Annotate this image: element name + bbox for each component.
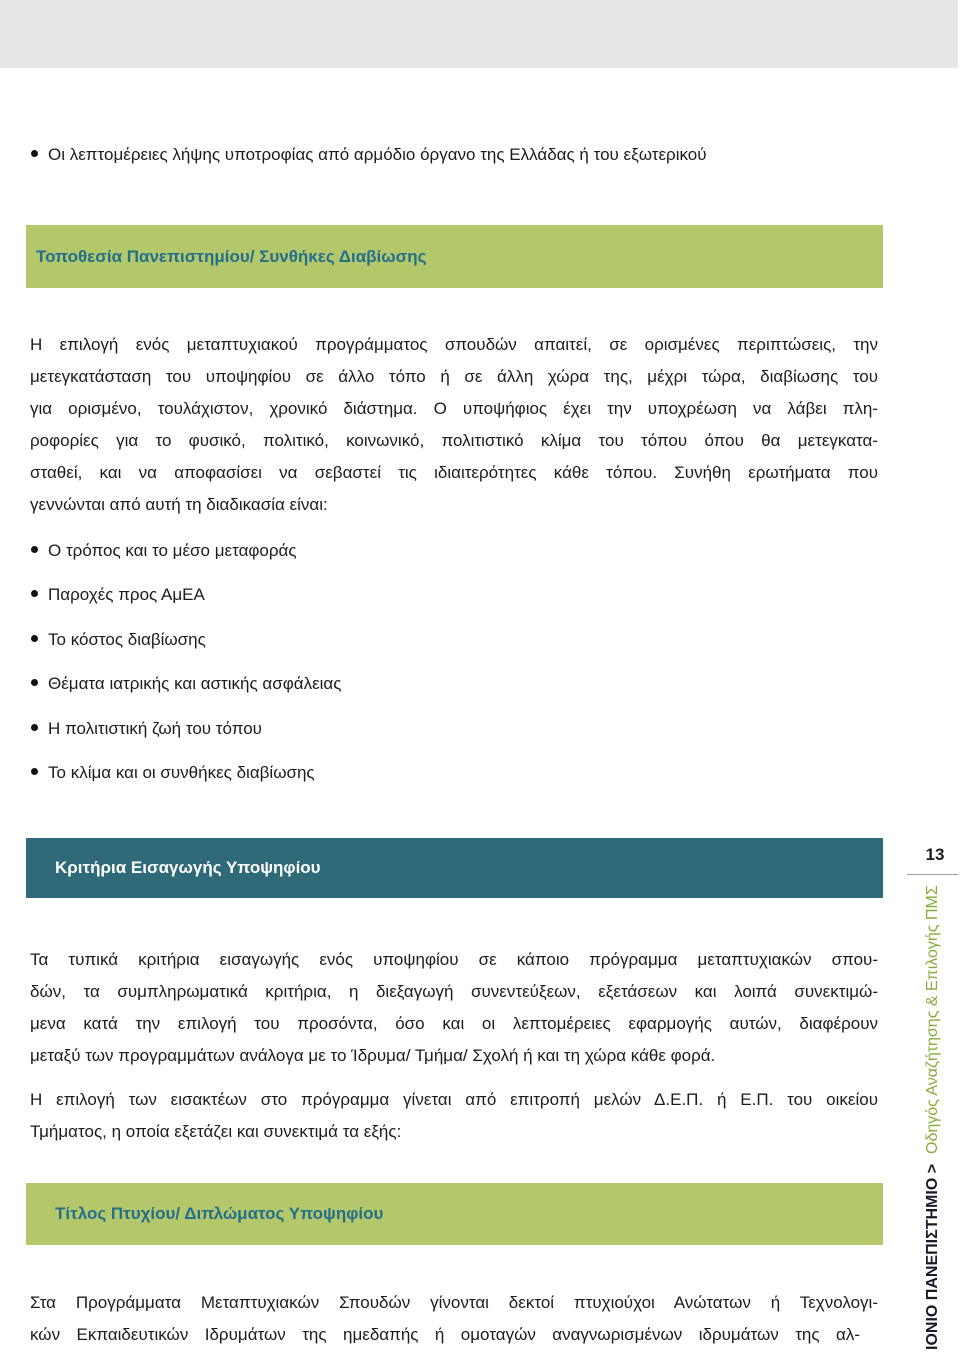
bullet-icon: [31, 768, 38, 775]
list-item: [31, 707, 341, 751]
list-item-text: Θέματα ιατρικής και αστικής ασφάλειας: [48, 674, 342, 694]
list-item: [31, 618, 341, 662]
bullet-icon: [31, 679, 38, 686]
running-header-guide-title: Οδηγός Αναζήτησης & Επιλογής ΠΜΣ: [924, 885, 941, 1155]
degree-section-heading-band: [26, 1183, 883, 1245]
paragraph-line: ροφορίες για το φυσικό, πολιτικό, κοινωνικό, πολιτιστικό κλίμα του τόπου όπου θα μετεγκατα-: [30, 431, 878, 450]
list-item-text: Το κλίμα και οι συνθήκες διαβίωσης: [48, 762, 315, 782]
scholarship-bullet-item: [31, 133, 707, 177]
bullet-icon: [31, 635, 38, 642]
bullet-icon: [31, 546, 38, 553]
paragraph-line: Η επιλογή των εισακτέων στο πρόγραμμα γίνεται από επιτροπή μελών Δ.Ε.Π. ή Ε.Π. του οικείου: [30, 1090, 878, 1109]
admission-paragraph-2: [30, 1084, 878, 1148]
admission-section-heading: Κριτήρια Εισαγωγής Υποψηφίου: [55, 858, 321, 877]
paragraph-line: Η επιλογή ενός μεταπτυχιακού προγράμματος σπουδών απαιτεί, σε ορισμένες περιπτώσεις, την: [30, 335, 878, 354]
location-section-heading-band: [26, 225, 883, 288]
paragraph-line: Τα τυπικά κριτήρια εισαγωγής ενός υποψηφίου σε κάποιο πρόγραμμα μεταπτυχιακών σπου-: [30, 950, 878, 969]
paragraph-line: μεταξύ των προγραμμάτων ανάλογα με το Ίδρυμα/ Τμήμα/ Σχολή ή και τη χώρα κάθε φορά.: [30, 1046, 716, 1065]
running-header-vertical: [922, 882, 944, 1350]
bullet-icon: [31, 590, 38, 597]
top-gray-band: [0, 0, 958, 68]
admission-paragraph-1: [30, 944, 878, 1072]
paragraph-line: κών Εκπαιδευτικών Ιδρυμάτων της ημεδαπής ή ομοταγών αναγνωρισμένων ιδρυμάτων της αλ-: [30, 1325, 860, 1344]
bullet-icon: [31, 150, 38, 157]
paragraph-line: μετεγκατάσταση του υποψηφίου σε άλλο τόπο ή σε άλλη χώρα της, μέχρι τώρα, διαβίωσης του: [30, 367, 878, 386]
list-item: [31, 751, 341, 795]
bullet-text: Οι λεπτομέρειες λήψης υποτροφίας από αρμόδιο όργανο της Ελλάδας ή του εξωτερικού: [48, 145, 707, 164]
list-item-text: Παροχές προς ΑμΕΑ: [48, 585, 205, 605]
list-item: [31, 529, 341, 573]
degree-paragraph: [30, 1287, 878, 1351]
list-item: [31, 662, 341, 706]
page-number: 13: [925, 845, 945, 864]
living-conditions-list: [31, 529, 341, 795]
paragraph-line: μενα κατά την επιλογή του προσόντα, όσο και οι λεπτομέρειες εφαρμογής αυτών, διαφέρουν: [30, 1014, 878, 1033]
paragraph-line: σταθεί, και να αποφασίσει να σεβαστεί τις ιδιαιτερότητες κάθε τόπου. Συνήθη ερωτήματα που: [30, 463, 878, 482]
paragraph-line: Τμήματος, η οποία εξετάζει και συνεκτιμά τα εξής:: [30, 1122, 402, 1141]
list-item-text: Το κόστος διαβίωσης: [48, 629, 206, 649]
bullet-icon: [31, 724, 38, 731]
list-item-text: Η πολιτιστική ζωή του τόπου: [48, 718, 262, 738]
paragraph-line: δών, τα συμπληρωματικά κριτήρια, η διεξαγωγή συνεντεύξεων, εξετάσεων και λοιπά συνεκτιμώ-: [30, 982, 878, 1001]
paragraph-line: για ορισμένο, τουλάχιστον, χρονικό διάστημα. Ο υποψήφιος έχει την υποχρέωση να λάβει πλη-: [30, 399, 878, 418]
degree-section-heading: Τίτλος Πτυχίου/ Διπλώματος Υποψηφίου: [55, 1204, 384, 1223]
list-item: [31, 573, 341, 617]
location-section-heading: Τοποθεσία Πανεπιστημίου/ Συνθήκες Διαβίωσης: [36, 247, 427, 266]
admission-section-heading-band: [26, 838, 883, 898]
running-header-university: ΙΟΝΙΟ ΠΑΝΕΠΙΣΤΗΜΙΟ >: [924, 1163, 941, 1350]
paragraph-line: Στα Προγράμματα Μεταπτυχιακών Σπουδών γίνονται δεκτοί πτυχιούχοι Ανώτατων ή Τεχνολογι-: [30, 1293, 878, 1312]
list-item-text: Ο τρόπος και το μέσο μεταφοράς: [48, 541, 297, 560]
page-number-rule: [907, 874, 958, 875]
paragraph-line: γεννώνται από αυτή τη διαδικασία είναι:: [30, 495, 328, 514]
location-paragraph: [30, 329, 878, 521]
